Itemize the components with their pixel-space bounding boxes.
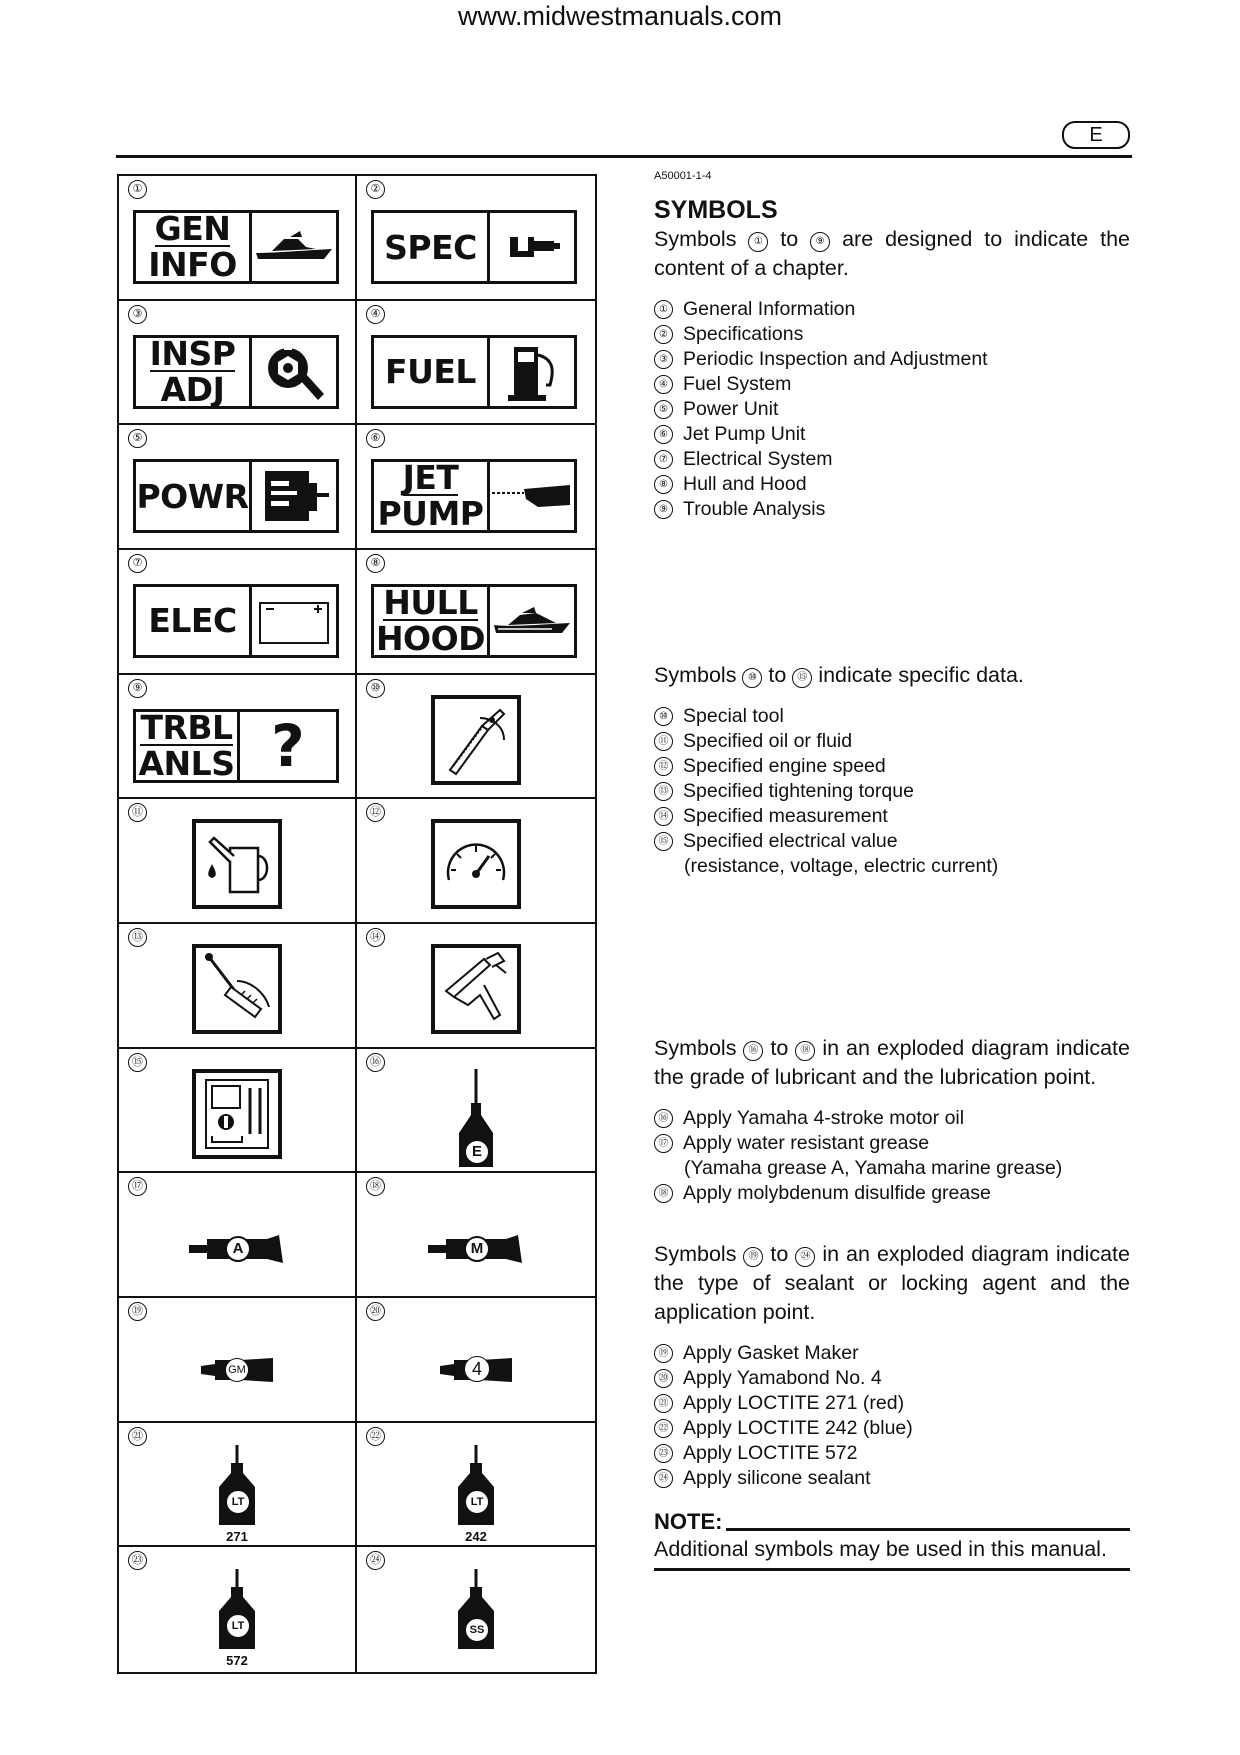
sealant-mark: SS [464,1617,490,1643]
list-item [654,447,1130,472]
item-text: Specified electrical value [683,830,898,852]
ref-number: ⑲ [743,1247,763,1267]
loctite-bottle-icon [207,1567,267,1667]
item-text: Specifications [683,323,804,345]
item-number: ③ [654,350,673,369]
chip-text: HULL [383,582,478,622]
vernier-caliper-icon [431,944,521,1034]
sealant-tube-icon [199,1350,275,1390]
sealant-mark: GM [225,1358,249,1382]
chapter-symbol [133,584,339,658]
special-tool-icon [431,695,521,785]
symbol-cell [357,924,595,1049]
section-title: SYMBOLS [654,196,778,224]
symbol-cell [119,1547,357,1672]
symbol-cell [119,1173,357,1298]
symbol-cell [119,924,357,1049]
sealant-mark: 4 [464,1356,490,1382]
cell-number: ③ [128,305,147,324]
item-continuation: (Yamaha grease A, Yamaha marine grease) [684,1157,1063,1179]
jet-pump-icon [490,462,574,530]
symbol-grid [117,174,597,1674]
caliper-icon [490,213,574,281]
item-text: Apply Yamaha 4-stroke motor oil [683,1107,965,1129]
cell-number: ⑰ [128,1177,147,1196]
cell-number: ② [366,180,385,199]
item-text: Trouble Analysis [683,498,826,520]
item-number: ⑯ [654,1109,673,1128]
item-text: Jet Pump Unit [683,423,806,445]
item-number: ④ [654,375,673,394]
item-text: Apply LOCTITE 572 [683,1442,858,1464]
site-url: www.midwestmanuals.com [457,1,783,31]
grease-tube-icon [426,1229,526,1269]
chapter-symbol [133,210,339,284]
list-item [654,497,1130,522]
cell-number: ㉓ [128,1551,147,1570]
list-item [654,397,1130,422]
section-code: A50001-1-4 [654,170,712,182]
lubricant-mark: M [464,1236,490,1262]
intro-text: to [780,227,799,251]
item-text: Specified tightening torque [683,780,914,802]
item-number: ⑫ [654,757,673,776]
symbol-cell [357,1298,595,1423]
intro-text: Symbols [654,1242,737,1266]
symbol-cell [357,675,595,800]
note-body: Additional symbols may be used in this manual. [654,1535,1130,1571]
item-text: Power Unit [683,398,779,420]
chapter-symbol [133,709,339,783]
cell-number: ⑫ [366,803,385,822]
intro-paragraph [654,1034,1130,1092]
ref-number: ⑯ [743,1041,763,1061]
item-number: ⑧ [654,475,673,494]
list-item [654,1131,1130,1156]
oil-bottle-icon [451,1063,501,1173]
chip-text: PUMP [377,494,484,534]
list-item [654,754,1130,779]
cell-number: ⑳ [366,1302,385,1321]
symbol-cell [119,425,357,550]
question-icon [240,712,336,780]
torque-wrench-icon [192,944,282,1034]
list-item [654,729,1130,754]
sealant-bottle-icon [446,1567,506,1667]
item-number: ㉑ [654,1394,673,1413]
chip-text: POWR [136,476,249,516]
list-item [654,1441,1130,1466]
symbol-cell [119,675,357,800]
intro-paragraph [654,1240,1130,1327]
oil-can-icon [192,819,282,909]
list-item [654,829,1130,854]
symbol-cell [119,176,357,301]
list-item [654,1391,1130,1416]
chapter-list [654,297,1130,522]
item-text: Apply LOCTITE 242 (blue) [683,1417,913,1439]
symbol-cell [119,301,357,426]
symbol-cell [119,1298,357,1423]
list-item [654,1341,1130,1366]
item-text: Hull and Hood [683,473,807,495]
item-text: Apply LOCTITE 271 (red) [683,1392,905,1414]
sealant-list [654,1341,1130,1491]
chapter-symbol [133,335,339,409]
multimeter-icon [192,1069,282,1159]
header-rule [116,155,1132,158]
chip-text: ADJ [160,369,225,409]
list-item [654,347,1130,372]
intro-text: in an exploded diagram indicate the type of sealant or locking agent and the application point. [654,1242,1130,1324]
chip-text: TRBL [140,707,233,747]
cell-number: ① [128,180,147,199]
locking-agent-number: 572 [226,1653,248,1669]
item-text: Specified oil or fluid [683,730,853,752]
item-number: ⑲ [654,1344,673,1363]
cell-number: ⑱ [366,1177,385,1196]
intro-text: in an exploded diagram indicate the grade of lubricant and the lubrication point. [654,1036,1130,1089]
item-number: ⑮ [654,832,673,851]
data-symbol-list [654,704,1130,879]
item-number: ⑳ [654,1369,673,1388]
intro-text: to [768,663,787,687]
cell-number: ⑭ [366,928,385,947]
item-text: Apply silicone sealant [683,1467,871,1489]
wrench-icon [252,338,336,406]
chip-text: ANLS [138,743,235,783]
ref-number: ⑨ [810,232,830,252]
symbol-cell [357,799,595,924]
intro-paragraph [654,661,1130,690]
chip-text: HOOD [375,618,486,658]
list-item [654,297,1130,322]
engine-icon [252,462,336,530]
symbol-cell [119,1423,357,1548]
item-number: ① [654,300,673,319]
symbol-cell [357,301,595,426]
note-heading [654,1509,1130,1535]
watercraft-icon [490,587,574,655]
item-text: Specified measurement [683,805,888,827]
loctite-bottle-icon [207,1443,267,1543]
language-badge: E [1062,121,1130,149]
chip-text: FUEL [385,352,476,392]
list-item [654,1106,1130,1131]
item-text: Apply molybdenum disulfide grease [683,1182,991,1204]
locking-agent-mark: LT [225,1489,251,1515]
list-item [654,1466,1130,1491]
item-text: Electrical System [683,448,833,470]
chip-text: SPEC [384,227,477,267]
ref-number: ㉔ [795,1247,815,1267]
intro-text: Symbols [654,227,737,251]
ref-number: ⑱ [795,1041,815,1061]
note-label: NOTE: [654,1509,723,1534]
list-item [654,422,1130,447]
ref-number: ⑩ [742,668,762,688]
grease-tube-icon [187,1229,287,1269]
locking-agent-mark: LT [225,1613,251,1639]
chip-text: INFO [148,245,237,284]
item-number: ⑭ [654,807,673,826]
item-number: ㉒ [654,1419,673,1438]
cell-number: ⑲ [128,1302,147,1321]
cell-number: ㉒ [366,1427,385,1446]
locking-agent-mark: LT [464,1489,490,1515]
lubricant-mark: E [464,1139,490,1165]
item-number: ⑦ [654,450,673,469]
intro-text: Symbols [654,663,737,687]
item-number: ⑥ [654,425,673,444]
chip-text: JET [402,458,459,498]
sealant-tube-icon [438,1350,514,1390]
cell-number: ⑪ [128,803,147,822]
cell-number: ⑬ [128,928,147,947]
symbol-cell [357,1049,595,1174]
symbol-cell [119,799,357,924]
symbol-cell [119,550,357,675]
cell-number: ⑯ [366,1053,385,1072]
symbol-cell [357,425,595,550]
battery-icon [252,587,336,655]
intro-text: are designed to indicate the content of a chapter. [654,227,1130,280]
cell-number: ⑧ [366,554,385,573]
item-text: General Information [683,298,856,320]
chapter-symbol [371,210,577,284]
intro-text: to [770,1242,789,1266]
chapter-symbol [371,459,577,533]
item-number: ⑨ [654,500,673,519]
item-text: Apply Yamabond No. 4 [683,1367,882,1389]
intro-text: Symbols [654,1036,737,1060]
cell-number: ⑤ [128,429,147,448]
item-number: ⑰ [654,1134,673,1153]
chapter-symbol [371,335,577,409]
symbol-cell [357,1547,595,1672]
intro-text: indicate specific data. [818,663,1024,687]
item-number: ⑤ [654,400,673,419]
cell-number: ⑦ [128,554,147,573]
list-item [654,1366,1130,1391]
symbol-cell [357,176,595,301]
symbols-text-column [654,170,1130,1571]
cell-number: ⑨ [128,679,147,698]
item-text: Specified engine speed [683,755,886,777]
cell-number: ㉔ [366,1551,385,1570]
fuel-pump-icon [490,338,574,406]
ref-number: ① [748,232,768,252]
list-item [654,779,1130,804]
lubricant-mark: A [225,1236,251,1262]
item-text: Fuel System [683,373,792,395]
cell-number: ⑩ [366,679,385,698]
list-item [654,1416,1130,1441]
list-item [654,1181,1130,1206]
lubricant-list [654,1106,1130,1206]
chip-text: ELEC [148,601,237,641]
item-number: ㉔ [654,1469,673,1488]
item-number: ② [654,325,673,344]
loctite-bottle-icon [446,1443,506,1543]
chip-text: GEN [154,209,231,248]
item-text: Apply water resistant grease [683,1132,930,1154]
symbol-cell [357,1423,595,1548]
symbol-cell [119,1049,357,1174]
list-item [654,472,1130,497]
item-text: Periodic Inspection and Adjustment [683,348,988,370]
item-text: Apply Gasket Maker [683,1342,859,1364]
ref-number: ⑮ [792,668,812,688]
symbol-cell [357,550,595,675]
item-number: ⑪ [654,732,673,751]
cell-number: ⑮ [128,1053,147,1072]
symbol-cell [357,1173,595,1298]
item-number: ⑩ [654,707,673,726]
list-item [654,372,1130,397]
item-text: Special tool [683,705,784,727]
tachometer-icon [431,819,521,909]
list-item [654,704,1130,729]
item-number: ㉓ [654,1444,673,1463]
locking-agent-number: 271 [226,1528,248,1544]
item-number: ⑬ [654,782,673,801]
cell-number: ⑥ [366,429,385,448]
chapter-symbol [133,459,339,533]
list-item [654,322,1130,347]
cell-number: ㉑ [128,1427,147,1446]
question-mark: ? [271,711,305,780]
locking-agent-number: 242 [465,1528,487,1544]
intro-paragraph [654,225,1130,283]
item-number: ⑱ [654,1184,673,1203]
intro-text: to [770,1036,789,1060]
item-continuation: (resistance, voltage, electric current) [684,855,999,877]
chapter-symbol [371,584,577,658]
list-item [654,804,1130,829]
cell-number: ④ [366,305,385,324]
watercraft-icon [252,213,336,281]
chip-text: INSP [149,333,236,373]
